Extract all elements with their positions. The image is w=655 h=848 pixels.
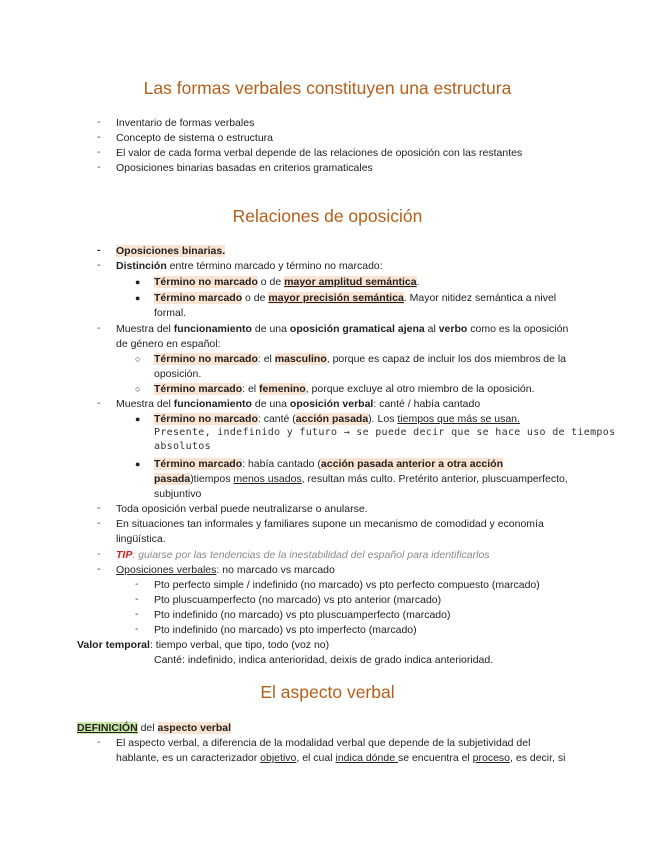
text-span: objetivo bbox=[260, 752, 297, 764]
text-span: acción pasada anterior a otra acción bbox=[320, 458, 503, 470]
list-item: Pto perfecto simple / indefinido (no marcado) vs pto perfecto compuesto (marcado) bbox=[154, 579, 540, 591]
sub-item-masculino bbox=[154, 352, 566, 366]
text-line: oposición. bbox=[154, 368, 202, 380]
text-span: funcionamiento bbox=[173, 398, 252, 410]
bullet-marker: ● bbox=[135, 277, 141, 287]
list-item: Oposiciones binarias basadas en criterios gramaticales bbox=[116, 162, 373, 174]
bullet-marker: ● bbox=[135, 459, 141, 469]
text-span: : el bbox=[257, 353, 275, 365]
text-span: Distinción bbox=[116, 260, 167, 272]
text-span: : canté / había cantado bbox=[373, 398, 481, 410]
dash-marker: - bbox=[97, 322, 101, 334]
dash-marker: - bbox=[97, 397, 101, 409]
dash-marker: - bbox=[97, 146, 101, 158]
text-span: Término marcado bbox=[154, 292, 243, 304]
text-line: formal. bbox=[154, 307, 187, 319]
dash-marker: - bbox=[97, 502, 101, 514]
text-line: Canté: indefinido, indica anterioridad, deixis de grado indica anterioridad. bbox=[154, 654, 494, 666]
text-span: DEFINICIÓN bbox=[77, 722, 138, 734]
list-item: En situaciones tan informales y familiares supone un mecanismo de comodidad y economía bbox=[116, 518, 544, 530]
list-item: Concepto de sistema o estructura bbox=[116, 132, 273, 144]
text-span: Término marcado bbox=[154, 383, 243, 395]
text-span: proceso bbox=[472, 752, 511, 764]
dash-marker: - bbox=[97, 244, 101, 256]
list-item: El valor de cada forma verbal depende de las relaciones de oposición con las restantes bbox=[116, 147, 523, 159]
text-span: de una bbox=[251, 398, 290, 410]
text-span: hablante, es un caracterizador bbox=[116, 752, 261, 764]
text-span: Muestra del bbox=[116, 323, 174, 335]
text-span: masculino bbox=[274, 353, 327, 365]
text-span: : el bbox=[242, 383, 260, 395]
definition-heading bbox=[77, 721, 231, 735]
text-span: : canté ( bbox=[257, 413, 296, 425]
text-span: Oposiciones verbales bbox=[116, 564, 217, 576]
text-span: Término no marcado bbox=[154, 413, 258, 425]
list-item-muestra-genero bbox=[116, 322, 568, 336]
text-span: mayor precisión semántica bbox=[268, 292, 404, 304]
dash-marker: - bbox=[97, 736, 101, 748]
list-item: Pto indefinido (no marcado) vs pto pluscuamperfecto (marcado) bbox=[154, 609, 451, 621]
text-span: oposición verbal bbox=[289, 398, 374, 410]
sub-item-marcado bbox=[154, 291, 556, 305]
dash-marker: - bbox=[135, 608, 139, 620]
text-span: acción pasada bbox=[295, 413, 369, 425]
text-span: tiempos que más se usan. bbox=[397, 413, 520, 425]
text-line: lingüística. bbox=[116, 533, 166, 545]
dash-marker: - bbox=[97, 548, 101, 560]
text-span: , porque es capaz de incluir los dos miembros de la bbox=[326, 353, 567, 365]
text-span: verbo bbox=[438, 323, 468, 335]
text-span: : tiempo verbal, que tipo, todo (voz no) bbox=[149, 639, 330, 651]
dash-marker: - bbox=[97, 259, 101, 271]
text-span: . bbox=[416, 276, 420, 288]
bullet-marker: ● bbox=[135, 414, 141, 424]
text-span: del bbox=[137, 722, 158, 734]
sub-item-habia-cantado bbox=[154, 457, 503, 471]
text-line: de género en español: bbox=[116, 338, 221, 350]
section-title-formas: Las formas verbales constituyen una estructura bbox=[143, 78, 512, 98]
circle-marker: ○ bbox=[135, 384, 141, 394]
dash-marker: - bbox=[97, 517, 101, 529]
text-span: : guiarse por las tendencias de la inestabilidad del español para identificarlos bbox=[132, 549, 490, 561]
text-span: : había cantado ( bbox=[242, 458, 321, 470]
text-span: oposición gramatical ajena bbox=[289, 323, 425, 335]
dash-marker: - bbox=[135, 578, 139, 590]
text-span: , el cual bbox=[296, 752, 336, 764]
text-span: como es la oposición bbox=[467, 323, 569, 335]
dash-marker: - bbox=[97, 563, 101, 575]
text-span: , es decir, si bbox=[510, 752, 566, 764]
handwritten-note: Presente, indefinido y futuro → se puede decir que se hace uso de tiempos bbox=[154, 427, 616, 438]
text-span: ). Los bbox=[368, 413, 398, 425]
dash-marker: - bbox=[135, 623, 139, 635]
list-item-muestra-verbal bbox=[116, 397, 480, 411]
valor-temporal-line bbox=[77, 638, 329, 652]
circle-marker: ○ bbox=[135, 354, 141, 364]
list-item: Toda oposición verbal puede neutralizarse o anularse. bbox=[116, 503, 368, 515]
list-item: Inventario de formas verbales bbox=[116, 117, 255, 129]
list-item-oposiciones bbox=[116, 563, 335, 577]
text-line bbox=[116, 751, 565, 765]
text-span: Término marcado bbox=[154, 458, 243, 470]
text-span: , porque excluye al otro miembro de la oposición. bbox=[305, 383, 535, 395]
text-span: menos usados bbox=[233, 473, 302, 485]
text-line bbox=[154, 472, 568, 486]
sub-item-femenino bbox=[154, 382, 535, 396]
text-span: : no marcado vs marcado bbox=[216, 564, 335, 576]
text-span: pasada bbox=[154, 473, 191, 485]
text-span: , resultan más culto. Pretérito anterior, pluscuamperfecto, bbox=[301, 473, 568, 485]
text-span: entre término marcado y término no marcado: bbox=[166, 260, 383, 272]
text-span: Muestra del bbox=[116, 398, 174, 410]
handwritten-note: absolutos bbox=[154, 441, 211, 452]
sub-item-no-marcado bbox=[154, 275, 420, 289]
dash-marker: - bbox=[97, 131, 101, 143]
section-title-relaciones: Relaciones de oposición bbox=[232, 206, 423, 226]
dash-marker: - bbox=[97, 161, 101, 173]
list-item-distincion bbox=[116, 259, 383, 273]
text-span: )tiempos bbox=[190, 473, 234, 485]
list-item: El aspecto verbal, a diferencia de la modalidad verbal que depende de la subjetividad del bbox=[116, 737, 531, 749]
tip-label: TIP bbox=[116, 549, 133, 561]
text-span: o de bbox=[257, 276, 285, 288]
text-line: subjuntivo bbox=[154, 488, 202, 500]
list-item: Pto indefinido (no marcado) vs pto imperfecto (marcado) bbox=[154, 624, 417, 636]
section-title-aspecto: El aspecto verbal bbox=[260, 682, 395, 702]
tip-note bbox=[116, 548, 490, 562]
list-item-binarias bbox=[116, 244, 225, 258]
dash-marker: - bbox=[135, 593, 139, 605]
text-span: se encuentra el bbox=[397, 752, 473, 764]
text-span: indica dónde bbox=[335, 752, 398, 764]
list-item: Pto pluscuamperfecto (no marcado) vs pto anterior (marcado) bbox=[154, 594, 442, 606]
text-span: . Mayor nitidez semántica a nivel bbox=[403, 292, 557, 304]
text-span: al bbox=[424, 323, 439, 335]
text-span: o de bbox=[242, 292, 269, 304]
text-span: Término no marcado bbox=[154, 353, 258, 365]
bullet-marker: ● bbox=[135, 293, 141, 303]
dash-marker: - bbox=[97, 116, 101, 128]
text-span: Término no marcado bbox=[154, 276, 258, 288]
text-span: Oposiciones binarias. bbox=[116, 245, 226, 257]
text-span: mayor amplitud semántica bbox=[284, 276, 417, 288]
text-span: femenino bbox=[259, 383, 306, 395]
sub-item-cante bbox=[154, 412, 520, 426]
text-span: aspecto verbal bbox=[157, 722, 232, 734]
text-span: funcionamiento bbox=[173, 323, 252, 335]
text-span: Valor temporal bbox=[77, 639, 150, 651]
text-span: de una bbox=[251, 323, 290, 335]
